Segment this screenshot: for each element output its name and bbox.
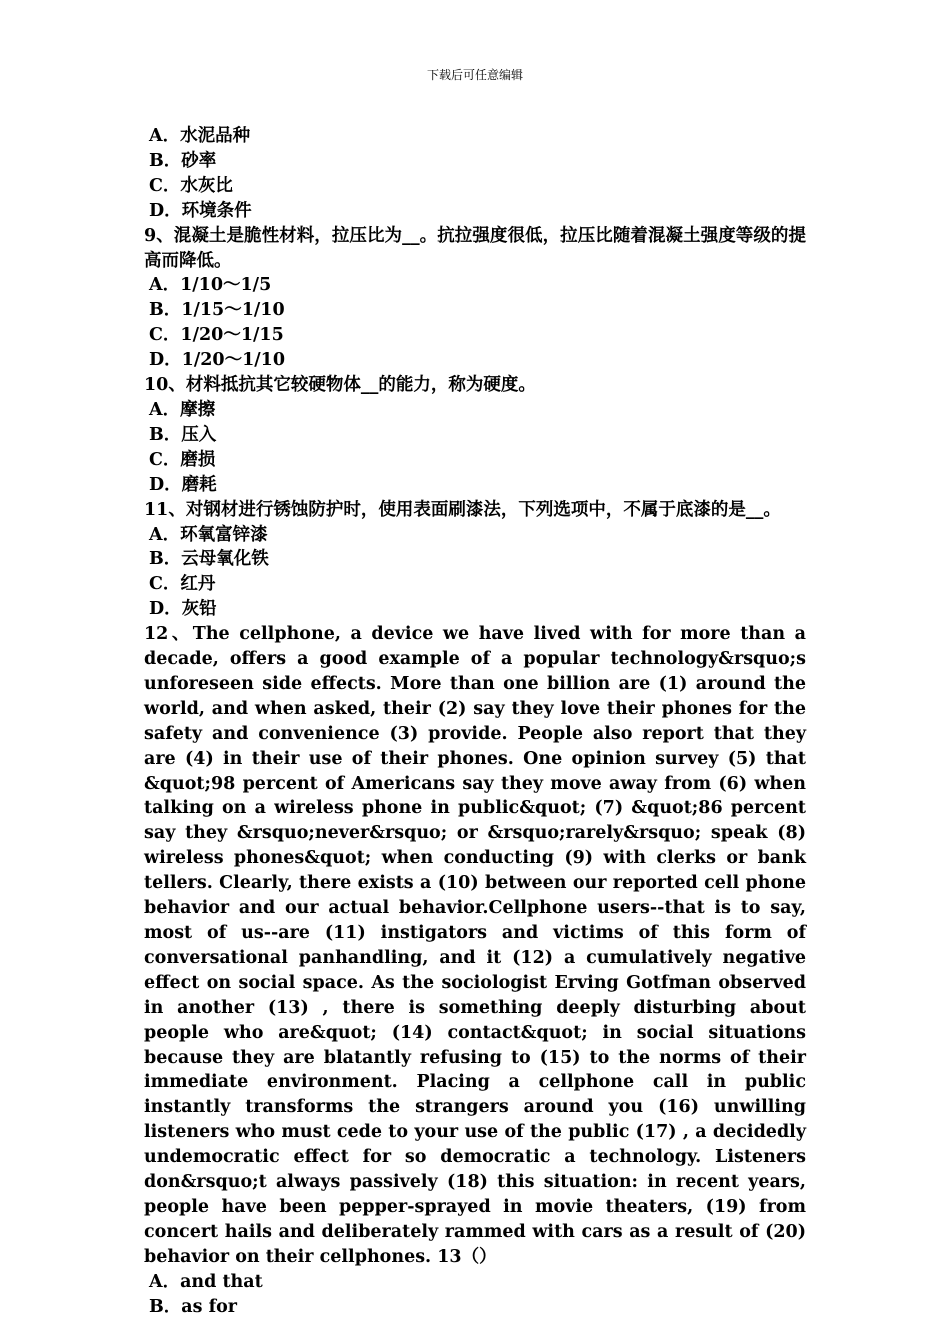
question-12-passage: 12、The cellphone, a device we have lived with for more than a decade, offers a good example of a popular technology&rsquo;s unforeseen side effects. More than one billion are (1) around the world, and when asked, their (2) say they love their phones for the safety and convenience (3) provide. People also report that they are (4) in their use of their phones. One opinion survey (5) that &quot;98 percent of Americans say they move away from (6) when talking on a wireless phone in public&quot; (7) &quot;86 percent say they &rsquo;never&rsquo; or &rsquo;rarely&rsquo; speak (8) wireless phones&quot; when conducting (9) with clerks or bank tellers. Clearly, there exists a (10) between our reported cell phone behavior and our actual behavior.Cellphone users--that is to say, most of us--are (11) instigators and victims of this form of conversational panhandling, and it (12) a cumulatively negative effect on social space. As the sociologist Erving Gotfman observed in another (13) , there is something deeply disturbing about people who are&quot; (14) contact&quot; in social situations because they are blatantly refusing to (15) to the norms of their immediate environment. Placing a cellphone call in public instantly transforms the strangers around you (16) unwilling listeners who must cede to your use of the public (17) , a decidedly undemocratic effect for so democratic a technology. Listeners don&rsquo;t always passively (18) this situation: in recent years, people have been pepper-sprayed in movie theaters, (19) from concert hails and deliberately rammed with cars as a result of (20) behavior on their cellphones. 13（） bbox=[144, 624, 806, 1267]
option-q9-a: A．1/10～1/5 bbox=[149, 275, 272, 296]
option-q8-b: B．砂率 bbox=[149, 150, 217, 171]
option-q10-c: C．磨损 bbox=[149, 449, 216, 470]
document-body bbox=[144, 124, 806, 1320]
option-q11-c: C．红丹 bbox=[149, 574, 216, 595]
option-q8-d: D．环境条件 bbox=[149, 200, 252, 221]
option-q10-a: A．摩擦 bbox=[149, 399, 216, 420]
option-q9-c: C．1/20～1/15 bbox=[149, 325, 284, 346]
page-header: 下载后可任意编辑 bbox=[426, 68, 523, 82]
question-9-stem: 9、混凝土是脆性材料，拉压比为__。抗拉强度很低，拉压比随着混凝土强度等级的提高而降低。 bbox=[144, 225, 806, 271]
option-q11-d: D．灰铅 bbox=[149, 599, 217, 620]
question-11-stem: 11、对钢材进行锈蚀防护时，使用表面刷漆法，下列选项中，不属于底漆的是__。 bbox=[144, 499, 781, 520]
question-10-stem: 10、材料抵抗其它较硬物体__的能力，称为硬度。 bbox=[144, 375, 536, 396]
option-q12-a: A．and that bbox=[149, 1271, 263, 1292]
option-q9-b: B．1/15～1/10 bbox=[149, 300, 285, 321]
option-q10-b: B．压入 bbox=[149, 424, 217, 445]
option-q8-a: A．水泥品种 bbox=[149, 126, 251, 146]
option-q11-a: A．环氧富锌漆 bbox=[149, 524, 268, 545]
option-q11-b: B．云母氧化铁 bbox=[149, 549, 269, 570]
option-q12-b: B．as for bbox=[149, 1296, 237, 1317]
option-q8-c: C．水灰比 bbox=[149, 175, 233, 196]
option-q9-d: D．1/20～1/10 bbox=[149, 350, 286, 371]
option-q10-d: D．磨耗 bbox=[149, 474, 217, 495]
